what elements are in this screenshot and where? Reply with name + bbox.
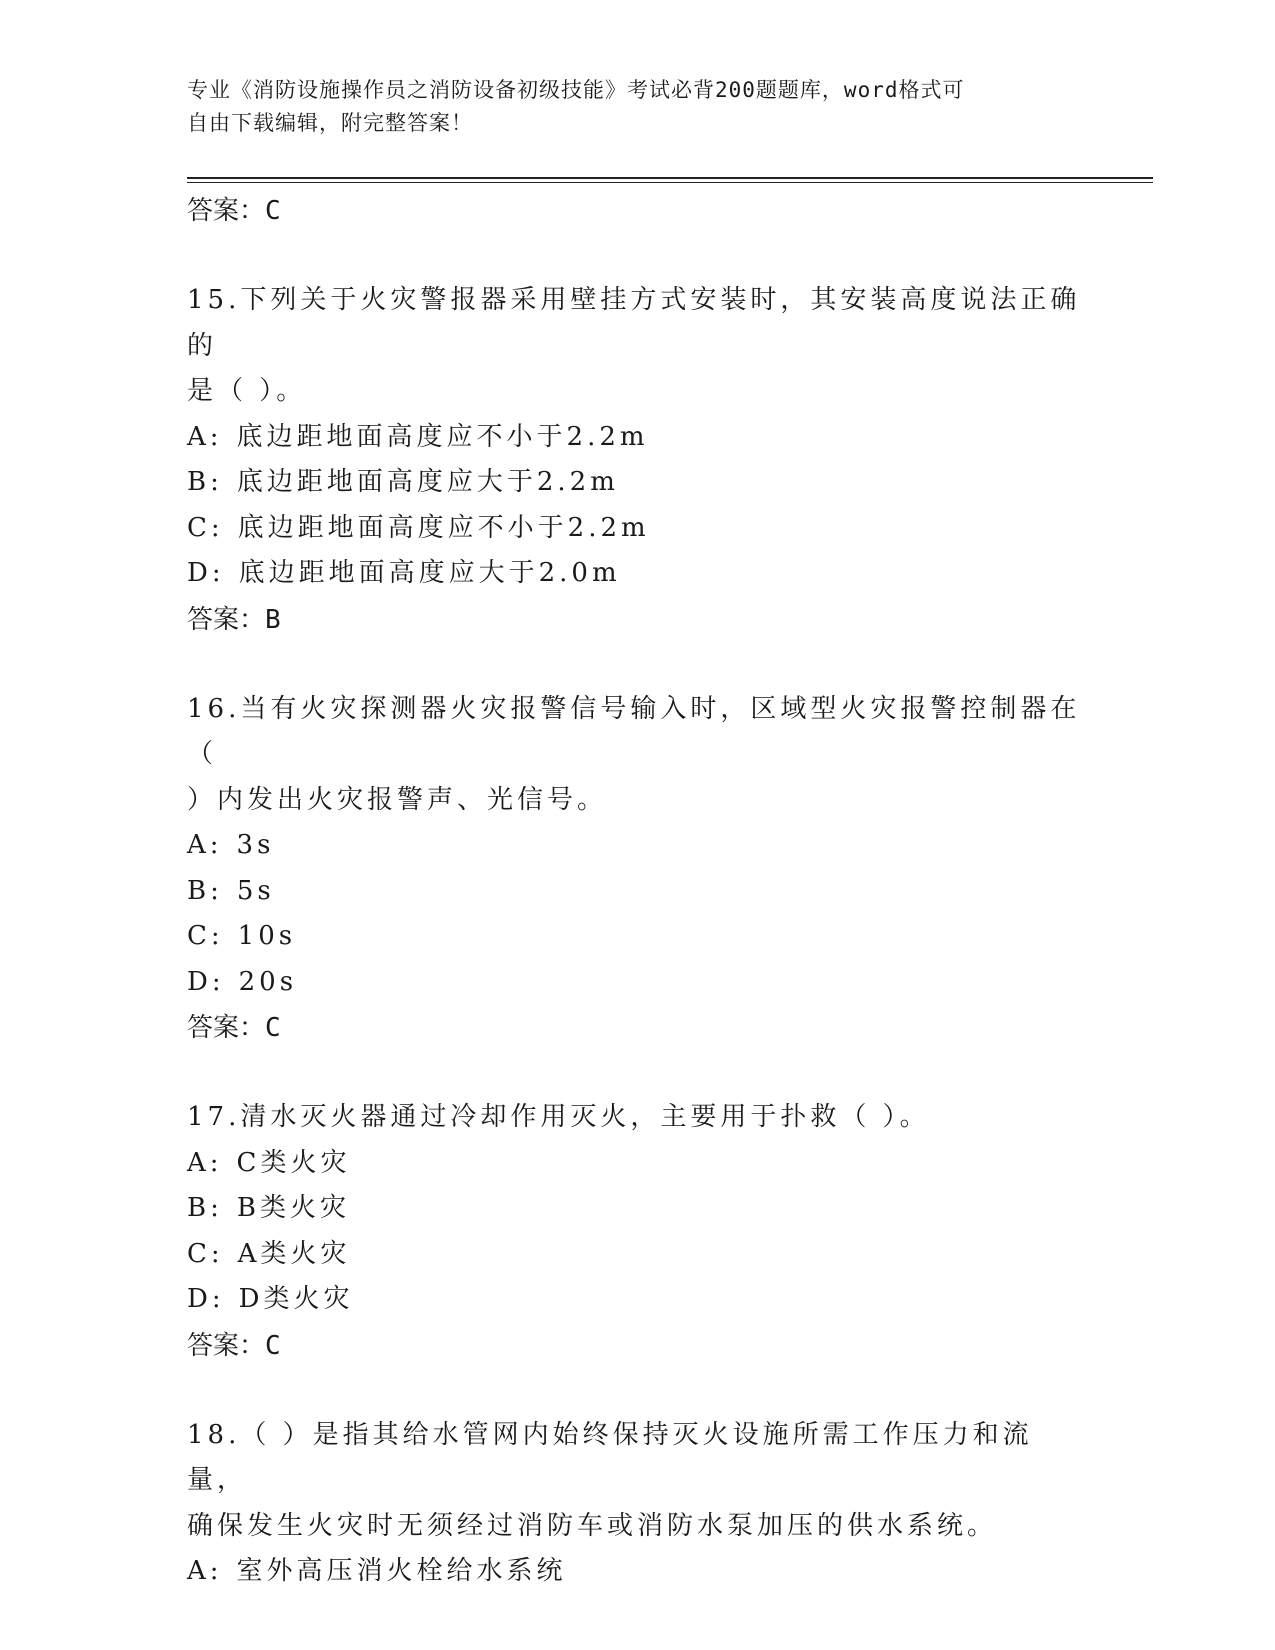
question-text-line-1: 15.下列关于火灾警报器采用壁挂方式安装时，其安装高度说法正确的: [187, 285, 1081, 361]
option-letter: C:: [187, 921, 224, 951]
question-text: [187, 1413, 1087, 1550]
option-letter: A:: [187, 830, 223, 860]
option-d: [187, 1277, 1087, 1323]
option-text: 20s: [238, 966, 298, 997]
option-text: 5s: [236, 875, 275, 906]
option-letter: B:: [187, 875, 223, 906]
header-rule-thin: [187, 182, 1153, 183]
option-text: 3s: [236, 830, 275, 860]
question-text-line-2: ）内发出火灾报警声、光信号。: [187, 784, 608, 815]
option-letter: D:: [187, 966, 225, 997]
question-16: [187, 687, 1087, 1052]
question-15: [187, 278, 1087, 643]
option-text: 10s: [237, 921, 297, 951]
option-d: [187, 551, 1087, 597]
option-c: [187, 914, 1087, 960]
option-letter: A:: [187, 1147, 223, 1178]
option-letter: C:: [187, 512, 224, 543]
option-letter: D:: [187, 558, 225, 588]
option-a: [187, 823, 1087, 869]
question-text-line-1: 16.当有火灾探测器火灾报警信号输入时，区域型火灾报警控制器在（: [187, 693, 1081, 769]
question-17: [187, 1095, 1087, 1369]
header-line-2: 自由下载编辑，附完整答案！: [187, 111, 473, 135]
option-letter: B:: [187, 467, 223, 497]
option-d: [187, 960, 1087, 1006]
option-text: 底边距地面高度应大于2.2m: [236, 467, 619, 497]
header-line-1: 专业《消防设施操作员之消防设备初级技能》考试必背200题题库，word格式可: [187, 78, 965, 102]
question-list: [187, 188, 1087, 1595]
option-text: D类火灾: [238, 1284, 354, 1314]
option-c: [187, 506, 1087, 552]
question-text-line-1: 17.清水灭火器通过冷却作用灭火，主要用于扑救（ ）。: [187, 1102, 930, 1132]
option-letter: D:: [187, 1284, 225, 1314]
option-a: [187, 415, 1087, 461]
header-rule-thick: [187, 177, 1153, 179]
option-text: 底边距地面高度应不小于2.2m: [236, 421, 649, 452]
question-text: [187, 1095, 1087, 1141]
option-b: [187, 869, 1087, 915]
answer-line: 答案：C: [187, 1013, 281, 1043]
answer-line: 答案：B: [187, 604, 281, 635]
document-header: [187, 74, 1067, 140]
question-text-line-2: 确保发生火灾时无须经过消防车或消防水泵加压的供水系统。: [187, 1510, 998, 1541]
option-b: [187, 1186, 1087, 1232]
question-text-line-2: 是（ ）。: [187, 376, 307, 406]
answer-line: 答案：C: [187, 196, 281, 226]
option-letter: C:: [187, 1238, 224, 1269]
option-letter: B:: [187, 1193, 223, 1223]
option-text: B类火灾: [236, 1193, 350, 1223]
option-text: 室外高压消火栓给水系统: [236, 1556, 567, 1586]
option-letter: A:: [187, 1556, 223, 1586]
option-text: A类火灾: [237, 1238, 351, 1269]
question-text: [187, 278, 1087, 415]
option-a: [187, 1141, 1087, 1187]
option-text: 底边距地面高度应大于2.0m: [238, 558, 621, 588]
option-text: C类火灾: [236, 1147, 351, 1178]
question-18: [187, 1413, 1087, 1595]
option-text: 底边距地面高度应不小于2.2m: [237, 512, 650, 543]
option-letter: A:: [187, 421, 223, 452]
answer-line: 答案：C: [187, 1330, 281, 1361]
option-b: [187, 460, 1087, 506]
option-a: [187, 1549, 1087, 1595]
question-text-line-1: 18.（ ）是指其给水管网内始终保持灭火设施所需工作压力和流量，: [187, 1419, 1033, 1495]
question-text: [187, 687, 1087, 824]
option-c: [187, 1232, 1087, 1278]
